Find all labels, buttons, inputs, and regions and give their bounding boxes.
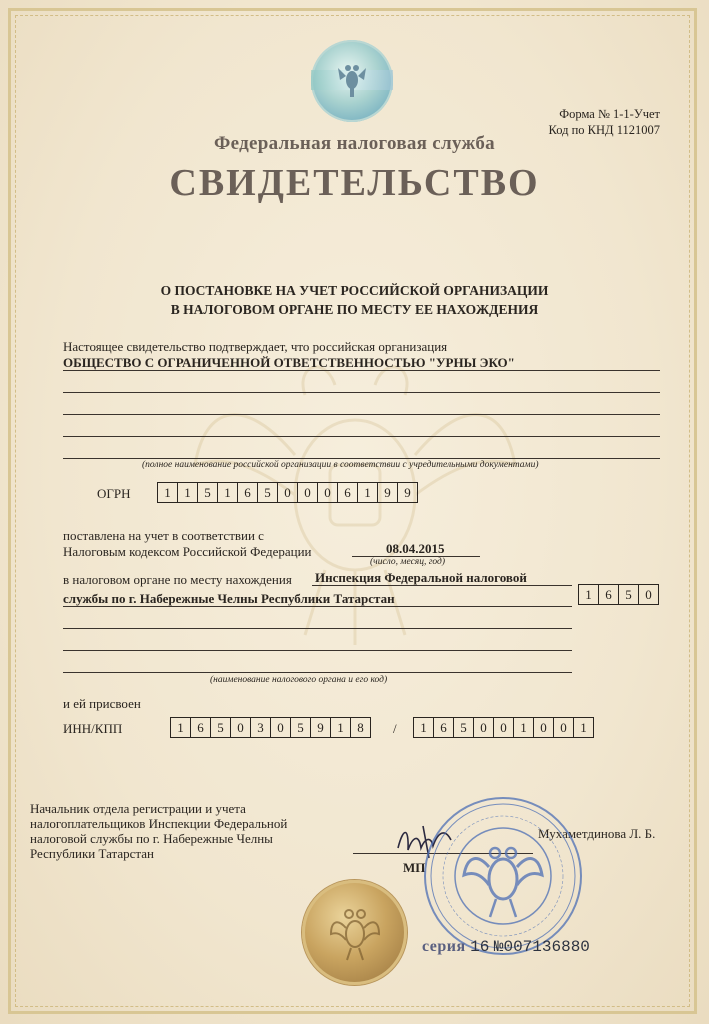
organization-note: (полное наименование российской организации в соответствии с учредительными документами) [142, 460, 539, 470]
ogrn-digit: 1 [178, 483, 198, 502]
tax-authority-name-part1: Инспекция Федеральной налоговой [315, 570, 527, 585]
issuing-service: Федеральная налоговая служба [214, 133, 495, 154]
registration-line1: поставлена на учет в соответствии с [63, 528, 264, 543]
kpp-digit: 0 [554, 718, 574, 737]
hologram-emblem [311, 40, 393, 122]
ogrn-digit: 1 [218, 483, 238, 502]
inn-digit: 8 [357, 720, 364, 735]
inn-kpp-separator: / [393, 721, 397, 736]
ogrn-digit: 6 [238, 483, 258, 502]
ogrn-digit: 0 [298, 483, 318, 502]
registration-line2: Налоговым кодексом Российской Федерации [63, 544, 312, 559]
intro-text: Настоящее свидетельство подтверждает, что российская организация [63, 339, 448, 354]
inn-value [170, 717, 371, 738]
kpp-digit: 1 [514, 718, 534, 737]
ogrn-value [157, 482, 418, 503]
authority-code-digit: 6 [599, 585, 619, 604]
tax-authority-note: (наименование налогового органа и его код) [210, 675, 388, 685]
date-note: (число, месяц, год) [370, 557, 446, 567]
inn-digit: 1 [331, 718, 351, 737]
ogrn-digit: 1 [158, 483, 178, 502]
kpp-digit: 0 [534, 718, 554, 737]
gold-seal [302, 880, 407, 985]
official-seal-icon [422, 795, 584, 957]
inn-digit: 0 [271, 718, 291, 737]
inn-digit: 5 [291, 718, 311, 737]
ogrn-label: ОГРН [97, 486, 131, 501]
authority-code-digit: 0 [645, 587, 652, 602]
registration-date: 08.04.2015 [386, 541, 445, 556]
assigned-text: и ей присвоен [63, 696, 141, 711]
inn-digit: 9 [311, 718, 331, 737]
document-subtitle: О ПОСТАНОВКЕ НА УЧЕТ РОССИЙСКОЙ ОРГАНИЗАЦИИ В НАЛОГОВОМ ОРГАНЕ ПО МЕСТУ ЕЕ НАХОЖДЕНИЯ [160, 283, 549, 317]
document-title: СВИДЕТЕЛЬСТВО [169, 162, 540, 204]
eagle-emblem-icon [338, 62, 366, 98]
kpp-digit: 5 [454, 718, 474, 737]
inn-digit: 5 [211, 718, 231, 737]
ogrn-digit: 9 [404, 485, 411, 500]
organization-name: ОБЩЕСТВО С ОГРАНИЧЕННОЙ ОТВЕТСТВЕННОСТЬЮ "УРНЫ ЭКО" [63, 355, 515, 370]
ogrn-digit: 0 [318, 483, 338, 502]
kpp-digit: 1 [414, 718, 434, 737]
signatory-name: Мухаметдинова Л. Б. [538, 826, 656, 841]
inn-digit: 6 [191, 718, 211, 737]
tax-authority-code [578, 584, 659, 605]
kpp-digit: 0 [494, 718, 514, 737]
ogrn-digit: 1 [358, 483, 378, 502]
inn-kpp-label: ИНН/КПП [63, 721, 123, 736]
kpp-value [413, 717, 594, 738]
registration-line3: в налоговом органе по месту нахождения [63, 572, 292, 587]
signatory-position: Начальник отдела регистрации и учета налогоплательщиков Инспекции Федеральной налоговой службы по г. Набережные Челны Республики Татарстан [30, 801, 288, 861]
inn-digit: 3 [251, 718, 271, 737]
tax-authority-name-part2: службы по г. Набережные Челны Республики Татарстан [63, 591, 395, 606]
ogrn-digit: 0 [278, 483, 298, 502]
kpp-digit: 6 [434, 718, 454, 737]
inn-digit: 1 [171, 718, 191, 737]
ogrn-digit: 6 [338, 483, 358, 502]
ogrn-digit: 5 [258, 483, 278, 502]
kpp-digit: 0 [474, 718, 494, 737]
authority-code-digit: 5 [619, 585, 639, 604]
stamp-place-label: МП [403, 860, 426, 875]
kpp-digit: 1 [580, 720, 587, 735]
form-number: Форма № 1-1-Учет Код по КНД 1121007 [548, 107, 660, 137]
ogrn-digit: 5 [198, 483, 218, 502]
ogrn-digit: 9 [378, 483, 398, 502]
document-series: серия 16 №007136880 [422, 938, 590, 956]
authority-code-digit: 1 [579, 585, 599, 604]
gold-eagle-icon [329, 904, 381, 962]
inn-digit: 0 [231, 718, 251, 737]
